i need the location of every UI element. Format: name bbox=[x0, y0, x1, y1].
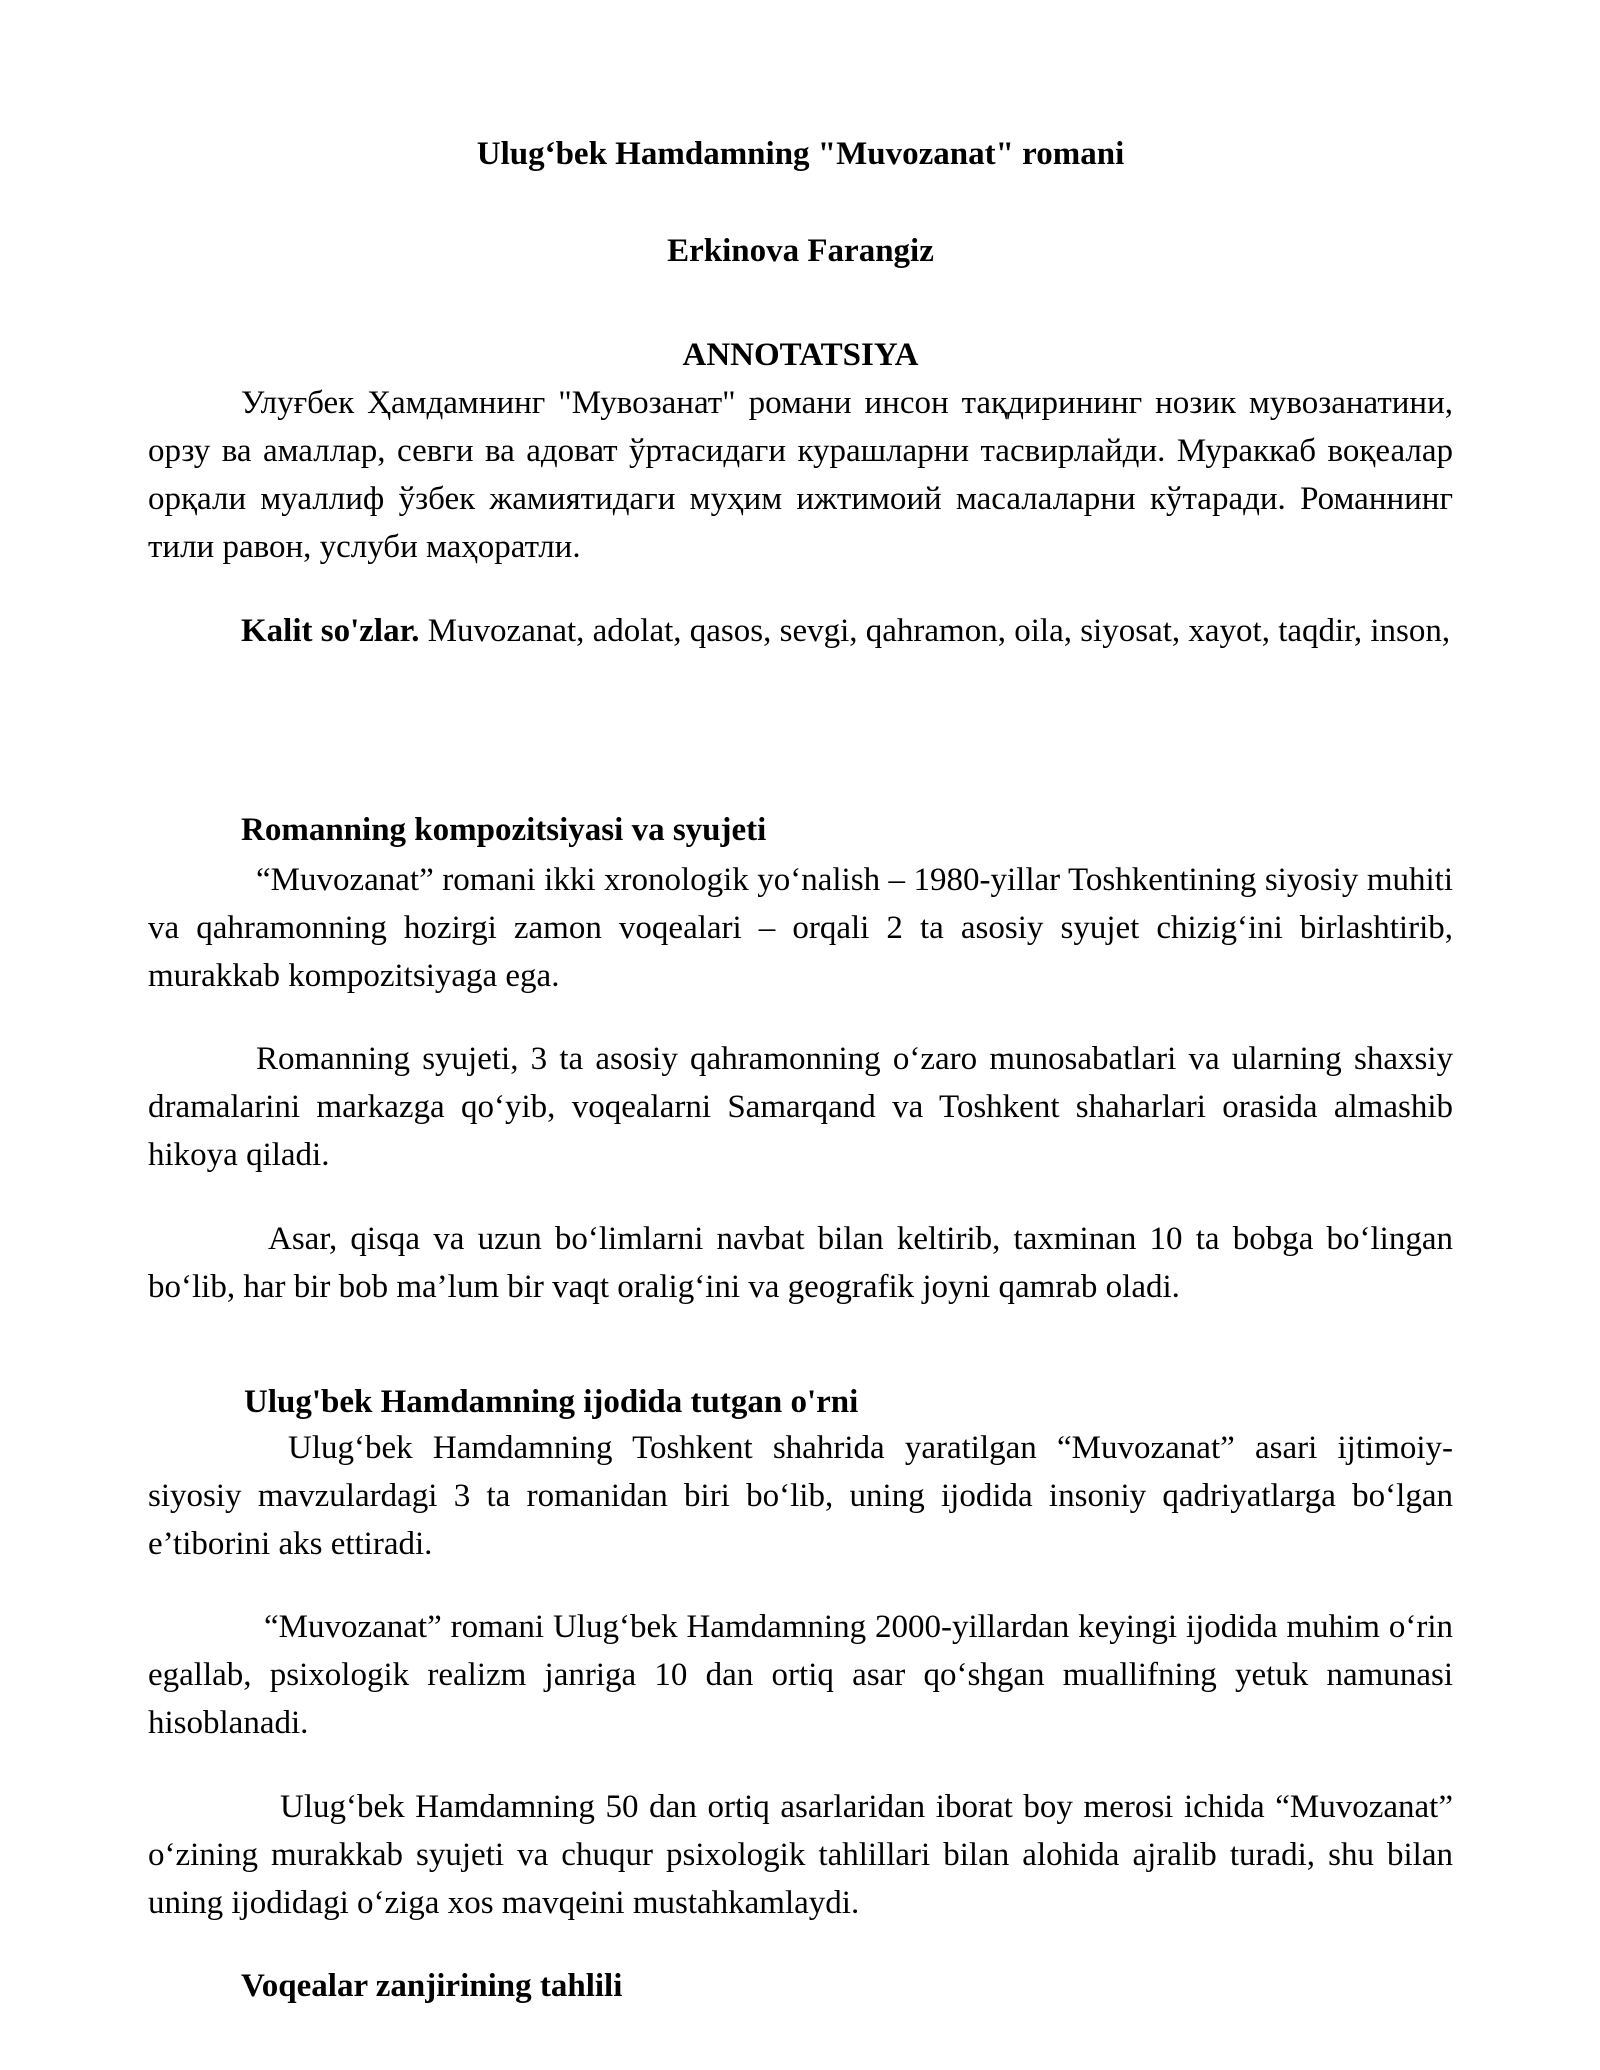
annotation-heading: ANNOTATSIYA bbox=[682, 337, 919, 373]
author-name: Erkinova Farangiz bbox=[667, 233, 934, 269]
keywords-paragraph bbox=[148, 607, 1453, 655]
document-title: Ulug‘bek Hamdamning "Muvozanat" romani bbox=[476, 136, 1125, 172]
composition-paragraph-2: Romanning syujeti, 3 ta asosiy qahramonning o‘zaro munosabatlari va ularning shaxsiy dramalarini markazga qo‘yib, voqealarni Samarqand va Toshkent shaharlari orasida almashib hikoya qiladi. bbox=[148, 1041, 1453, 1173]
composition-paragraph-1: “Muvozanat” romani ikki xronologik yo‘nalish – 1980-yillar Toshkentining siyosiy muhiti va qahramonning hozirgi zamon voqealari – orqali 2 ta asosiy syujet chizig‘ini birlashtirib, murakkab kompozitsiyaga ega. bbox=[148, 862, 1453, 994]
keywords-text: Muvozanat, adolat, qasos, sevgi, qahramon, oila, siyosat, xayot, taqdir, inson, bbox=[427, 613, 1451, 649]
place-paragraph-1: Ulug‘bek Hamdamning Toshkent shahrida yaratilgan “Muvozanat” asari ijtimoiy-siyosiy mavzulardagi 3 ta romanidan biri bo‘lib, uning ijodida insoniy qadriyatlarga bo‘lgan e’tiborini aks ettiradi. bbox=[148, 1430, 1453, 1562]
composition-paragraph-3: Asar, qisqa va uzun bo‘limlarni navbat bilan keltirib, taxminan 10 ta bobga bo‘lingan bo‘lib, har bir bob ma’lum bir vaqt oralig‘ini va geografik joyni qamrab oladi. bbox=[148, 1221, 1453, 1305]
section-heading-place: Ulug'bek Hamdamning ijodida tutgan o'rni bbox=[244, 1384, 859, 1420]
section-heading-composition: Romanning kompozitsiyasi va syujeti bbox=[241, 812, 767, 848]
place-paragraph-3: Ulug‘bek Hamdamning 50 dan ortiq asarlaridan iborat boy merosi ichida “Muvozanat” o‘zining murakkab syujeti va chuqur psixologik tahlillari bilan alohida ajralib turadi, shu bilan uning ijodidagi o‘ziga xos mavqeini mustahkamlaydi. bbox=[148, 1789, 1453, 1921]
keywords-label: Kalit so'zlar. bbox=[241, 613, 420, 649]
section-heading-chain: Voqealar zanjirining tahlili bbox=[241, 1968, 623, 2004]
place-paragraph-2: “Muvozanat” romani Ulug‘bek Hamdamning 2000-yillardan keyingi ijodida muhim o‘rin egallab, psixologik realizm janriga 10 dan ortiq asar qo‘shgan muallifning yetuk namunasi hisoblanadi. bbox=[148, 1609, 1453, 1741]
annotation-paragraph: Улуғбек Ҳамдамнинг "Мувозанат" романи инсон тақдирининг нозик мувозанатини, орзу ва амаллар, севги ва адоват ўртасидаги курашларни тасвирлайди. Мураккаб воқеалар орқали муаллиф ўзбек жамиятидаги муҳим ижтимоий масалаларни кўтаради. Романнинг тили равон, услуби маҳоратли. bbox=[148, 385, 1453, 565]
